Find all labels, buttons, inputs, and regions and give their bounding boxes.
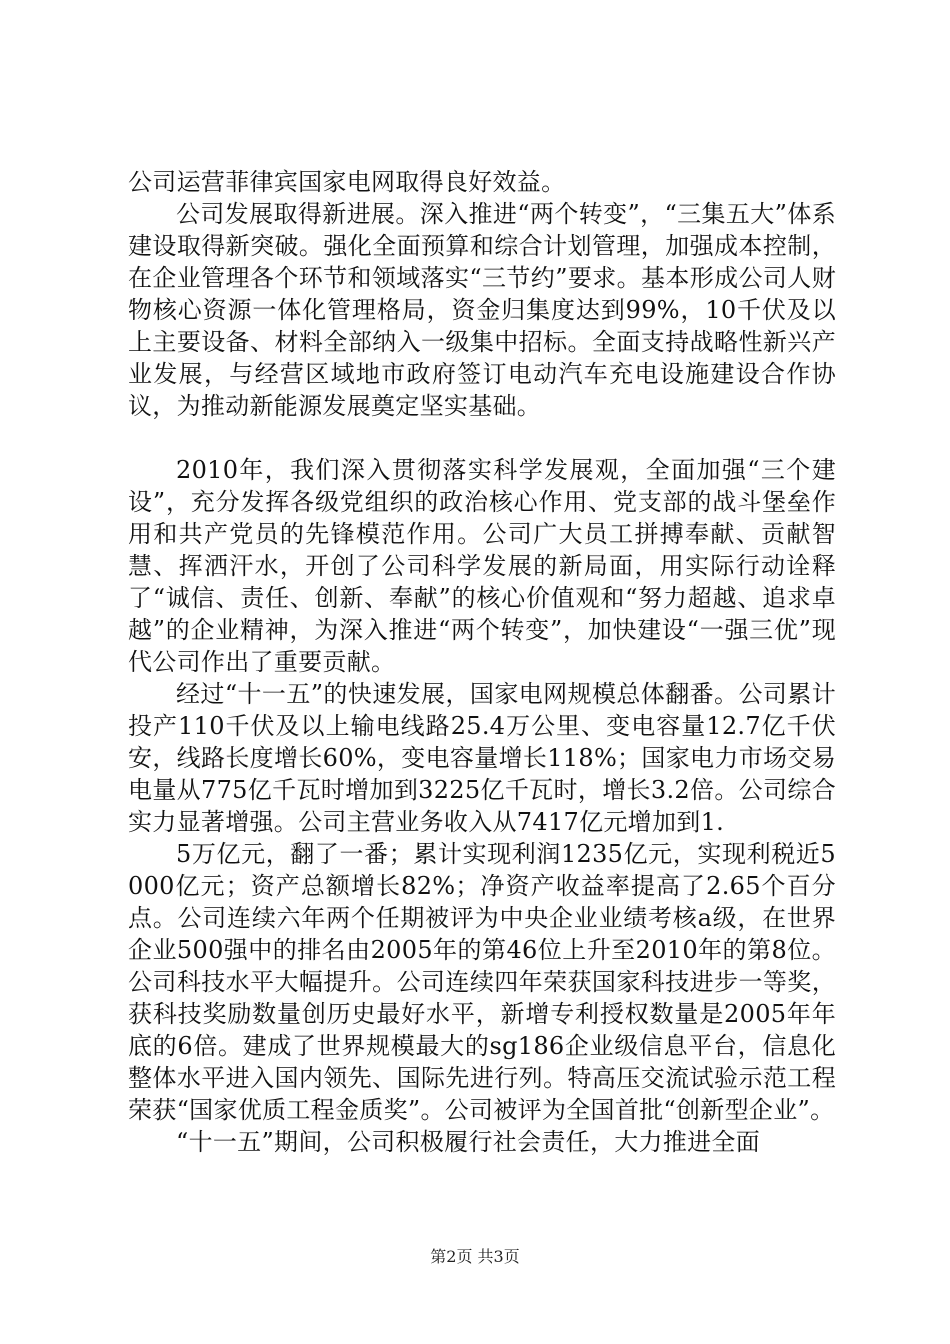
paragraph-5: 5万亿元，翻了一番；累计实现利润1235亿元，实现利税近5000亿元；资产总额增长82%；净资产收益率提高了2.65个百分点。公司连续六年两个任期被评为中央企业业绩考核a级，在世界企业500强中的排名由2005年的第46位上升至2010年的第8位。公司科技水平大幅提升。公司连续四年荣获国家科技进步一等奖，获科技奖励数量创历史最好水平，新增专利授权数量是2005年年底的6倍。建成了世界规模最大的sg186企业级信息平台，信息化整体水平进入国内领先、国际先进行列。特高压交流试验示范工程荣获“国家优质工程金质奖”。公司被评为全国首批“创新型企业”。: [128, 840, 836, 1124]
page-footer: [0, 1247, 950, 1267]
paragraph-6: “十一五”期间，公司积极履行社会责任，大力推进全面: [176, 1128, 761, 1156]
page-number-label: 第2页 共3页: [430, 1247, 520, 1266]
paragraph-2: 公司发展取得新进展。深入推进“两个转变”，“三集五大”体系建设取得新突破。强化全面预算和综合计划管理，加强成本控制，在企业管理各个环节和领域落实“三节约”要求。基本形成公司人财物核心资源一体化管理格局，资金归集度达到99%，10千伏及以上主要设备、材料全部纳入一级集中招标。全面支持战略性新兴产业发展，与经营区域地市政府签订电动汽车充电设施建设合作协议，为推动新能源发展奠定坚实基础。: [128, 200, 836, 420]
paragraph-1: 公司运营菲律宾国家电网取得良好效益。: [128, 168, 566, 196]
document-body: [128, 166, 836, 1158]
paragraph-gap: [128, 422, 836, 454]
paragraph-4: 经过“十一五”的快速发展，国家电网规模总体翻番。公司累计投产110千伏及以上输电线路25.4万公里、变电容量12.7亿千伏安，线路长度增长60%，变电容量增长118%；国家电力市场交易电量从775亿千瓦时增加到3225亿千瓦时，增长3.2倍。公司综合实力显著增强。公司主营业务收入从7417亿元增加到1.: [128, 680, 836, 836]
paragraph-3: 2010年，我们深入贯彻落实科学发展观，全面加强“三个建设”，充分发挥各级党组织的政治核心作用、党支部的战斗堡垒作用和共产党员的先锋模范作用。公司广大员工拼搏奉献、贡献智慧、挥洒汗水，开创了公司科学发展的新局面，用实际行动诠释了“诚信、责任、创新、奉献”的核心价值观和“努力超越、追求卓越”的企业精神，为深入推进“两个转变”，加快建设“一强三优”现代公司作出了重要贡献。: [128, 456, 836, 676]
